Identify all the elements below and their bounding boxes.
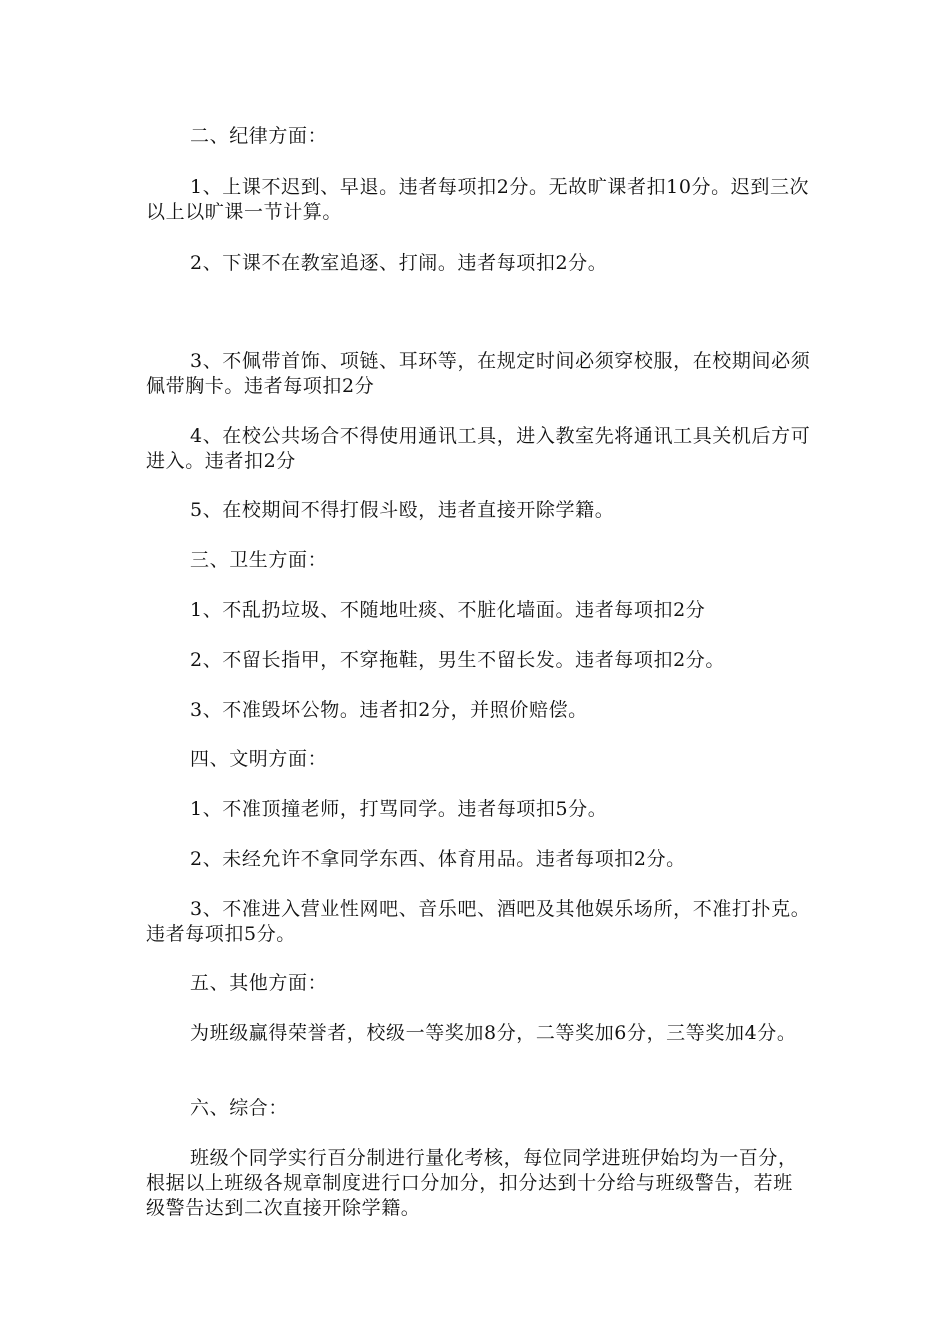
rule-paragraph: 3、不准毁坏公物。违者扣2分，并照价赔偿。 [190,699,588,721]
rule-paragraph: 1、不乱扔垃圾、不随地吐痰、不脏化墙面。违者每项扣2分 [190,599,706,621]
rule-paragraph: 2、下课不在教室追逐、打闹。违者每项扣2分。 [190,252,608,274]
rule-paragraph: 5、在校期间不得打假斗殴，违者直接开除学籍。 [190,499,615,521]
rule-paragraph: 为班级赢得荣誉者，校级一等奖加8分，二等奖加6分，三等奖加4分。 [190,1022,797,1044]
section-heading-civility: 四、文明方面： [190,748,328,770]
section-heading-other: 五、其他方面： [190,972,328,994]
rule-paragraph: 2、不留长指甲，不穿拖鞋，男生不留长发。违者每项扣2分。 [190,649,725,671]
section-heading-discipline: 二、纪律方面： [190,125,328,147]
rule-paragraph: 2、未经允许不拿同学东西、体育用品。违者每项扣2分。 [190,848,686,870]
rule-paragraph: 班级个同学实行百分制进行量化考核，每位同学进班伊始均为一百分，根据以上班级各规章制度进行口分加分，扣分达到十分给与班级警告，若班级警告达到二次直接开除学籍。 [146,1147,798,1219]
section-heading-hygiene: 三、卫生方面： [190,549,328,571]
section-heading-summary: 六、综合： [190,1097,289,1119]
rule-paragraph: 3、不准进入营业性网吧、音乐吧、酒吧及其他娱乐场所，不准打扑克。违者每项扣5分。 [146,898,811,945]
rule-paragraph: 4、在校公共场合不得使用通讯工具，进入教室先将通讯工具关机后方可进入。违者扣2分 [146,425,811,472]
rule-paragraph: 1、上课不迟到、早退。违者每项扣2分。无故旷课者扣10分。迟到三次以上以旷课一节计算。 [146,176,810,223]
rule-paragraph: 3、不佩带首饰、项链、耳环等，在规定时间必须穿校服，在校期间必须佩带胸卡。违者每项扣2分 [146,350,811,397]
rule-paragraph: 1、不准顶撞老师，打骂同学。违者每项扣5分。 [190,798,608,820]
